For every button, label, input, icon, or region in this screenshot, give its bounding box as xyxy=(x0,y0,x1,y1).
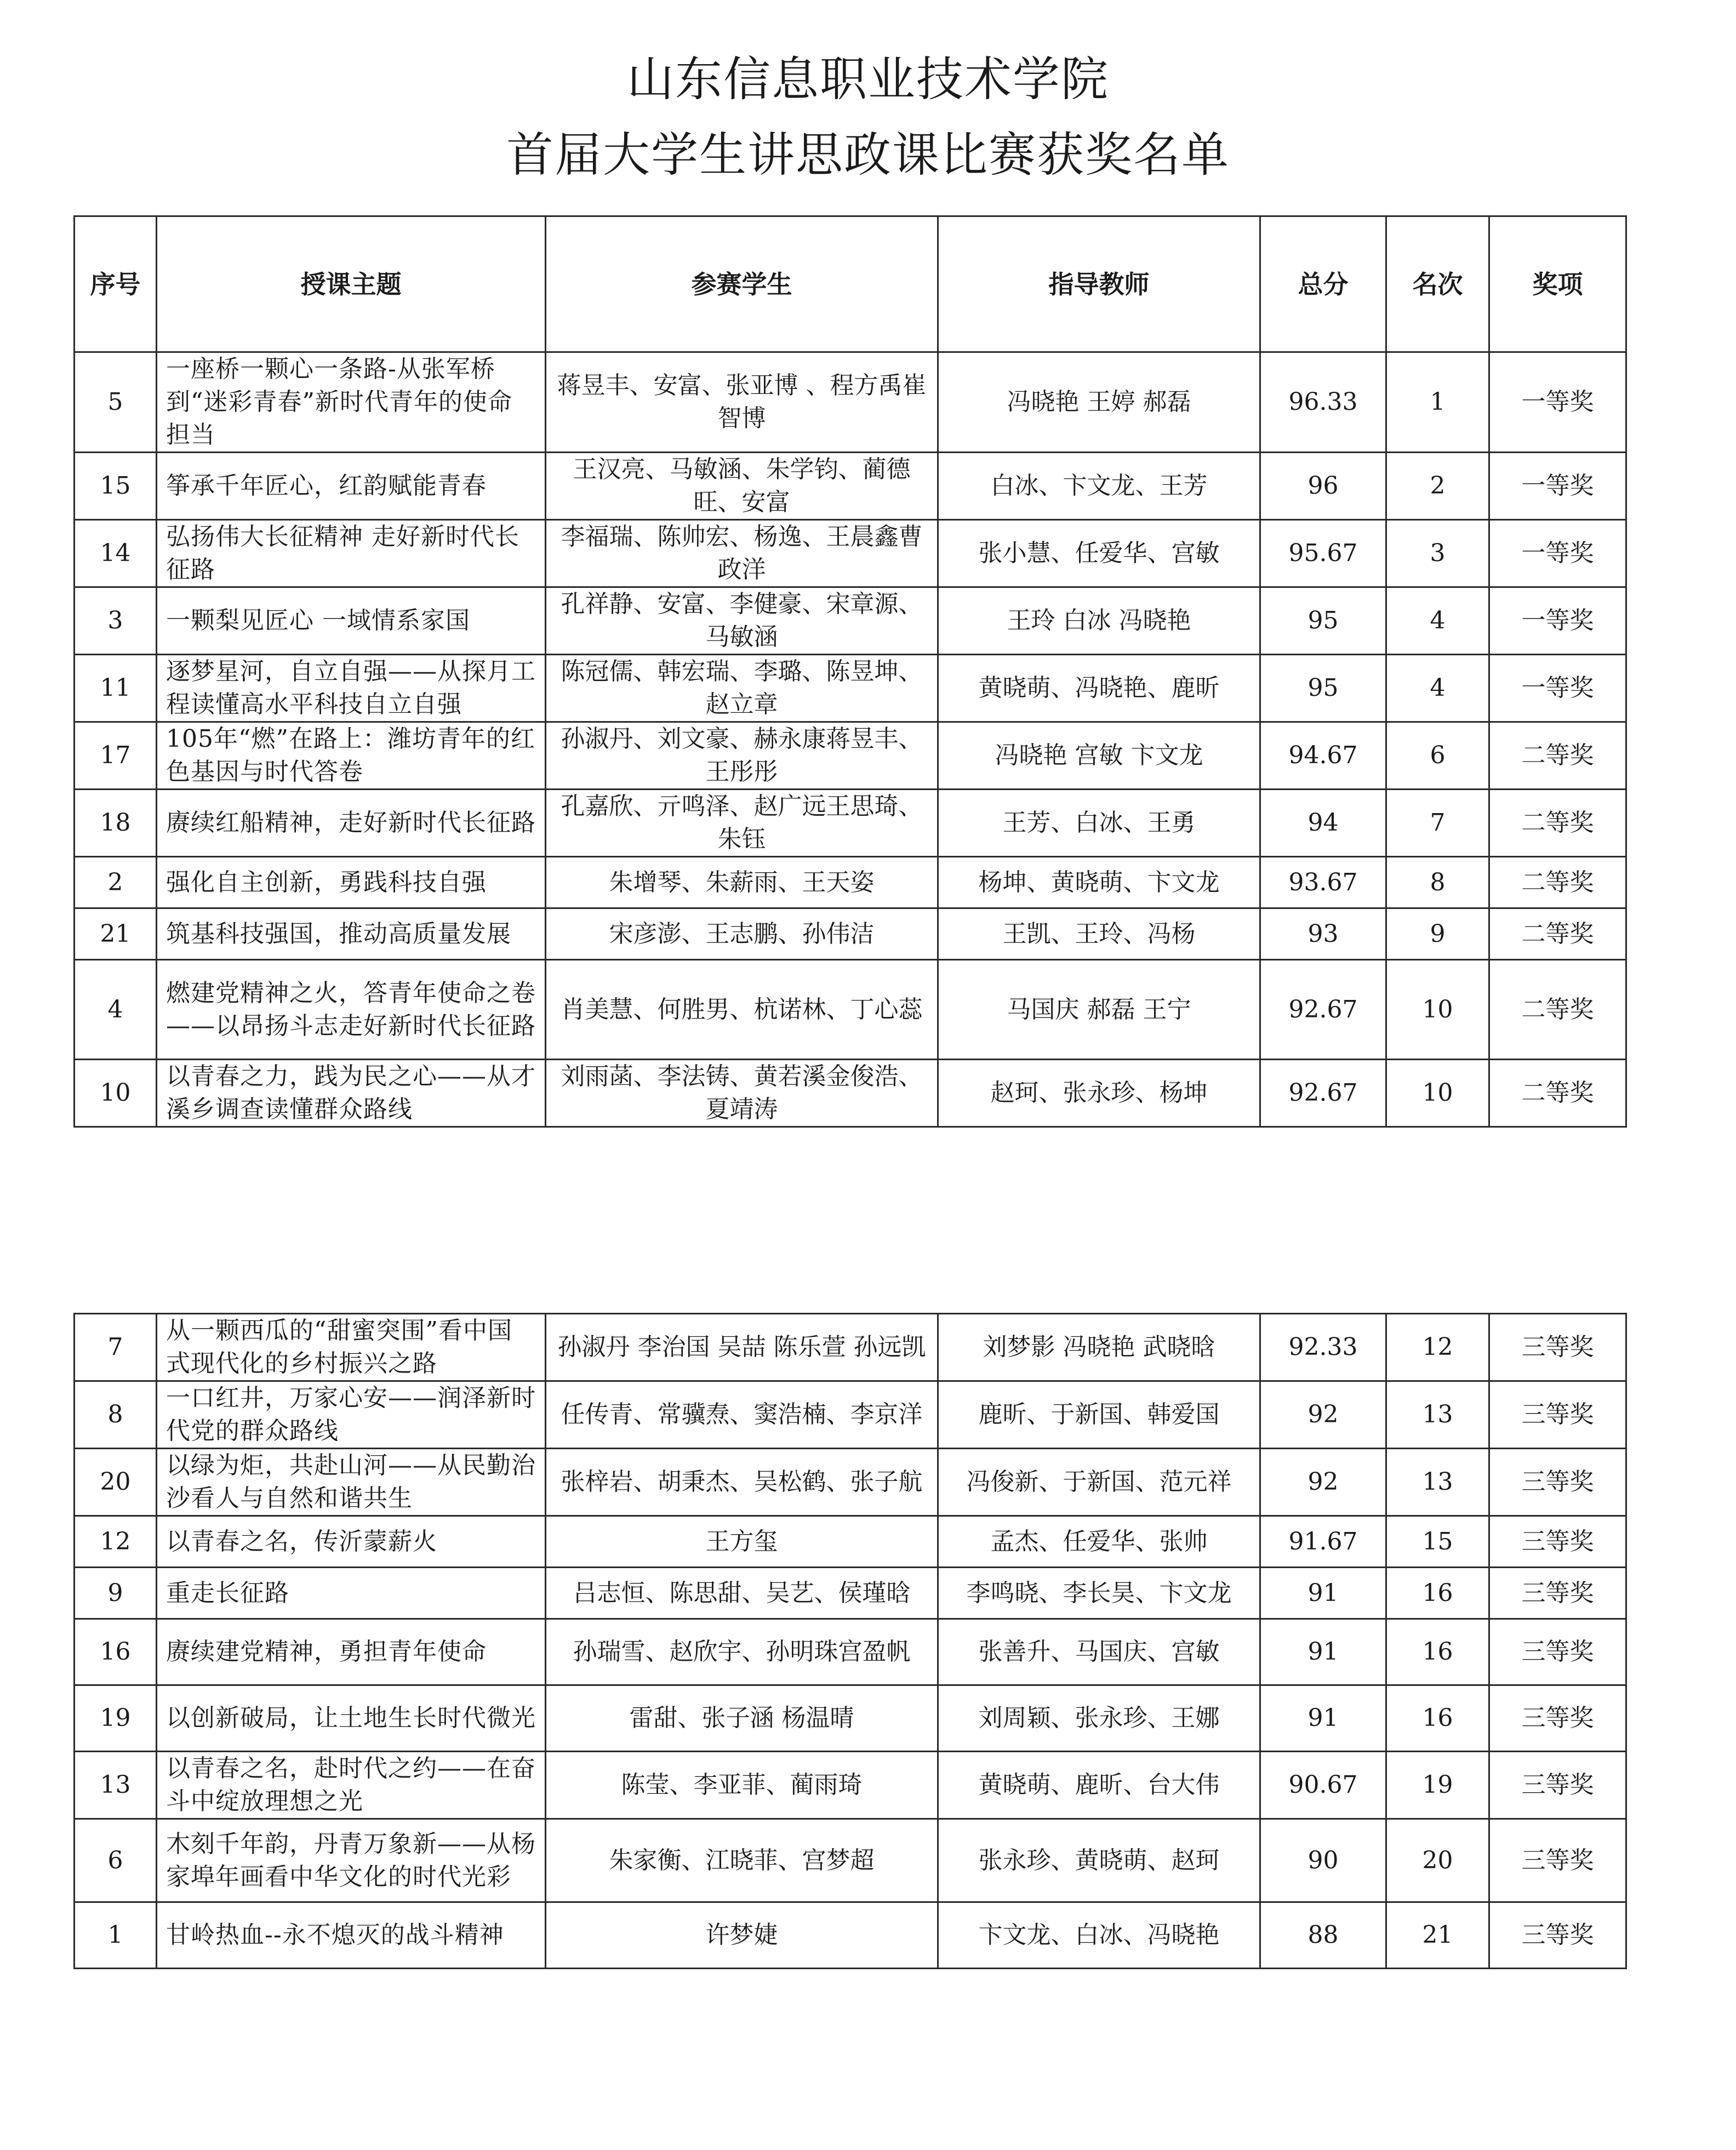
cell-rank: 15 xyxy=(1386,1516,1489,1568)
table-row xyxy=(75,960,1626,1060)
cell-students: 蒋昱丰、安富、张亚博 、程方禹崔智博 xyxy=(546,352,938,453)
cell-award: 二等奖 xyxy=(1489,960,1626,1060)
cell-students: 陈冠儒、韩宏瑞、李璐、陈昱坤、赵立章 xyxy=(546,655,938,722)
cell-topic: 一口红井，万家心安——润泽新时代党的群众路线 xyxy=(157,1381,546,1449)
cell-score: 91 xyxy=(1260,1568,1386,1619)
cell-score: 96 xyxy=(1260,453,1386,520)
cell-award: 三等奖 xyxy=(1489,1819,1626,1902)
cell-award: 一等奖 xyxy=(1489,587,1626,655)
cell-rank: 13 xyxy=(1386,1381,1489,1449)
cell-award: 三等奖 xyxy=(1489,1568,1626,1619)
cell-teachers: 张永珍、黄晓萌、赵珂 xyxy=(938,1819,1260,1902)
cell-teachers: 黄晓萌、冯晓艳、鹿昕 xyxy=(938,655,1260,722)
column-header-award: 奖项 xyxy=(1489,216,1626,352)
cell-award: 一等奖 xyxy=(1489,655,1626,722)
cell-award: 三等奖 xyxy=(1489,1381,1626,1449)
cell-teachers: 杨坤、黄晓萌、卞文龙 xyxy=(938,857,1260,908)
cell-award: 一等奖 xyxy=(1489,352,1626,453)
cell-topic: 105年“燃”在路上：潍坊青年的红色基因与时代答卷 xyxy=(157,722,546,790)
cell-score: 90.67 xyxy=(1260,1752,1386,1819)
cell-score: 94 xyxy=(1260,790,1386,857)
cell-rank: 9 xyxy=(1386,908,1489,960)
column-header-topic: 授课主题 xyxy=(157,216,546,352)
cell-teachers: 冯晓艳 宫敏 卞文龙 xyxy=(938,722,1260,790)
cell-score: 92.33 xyxy=(1260,1314,1386,1381)
cell-number: 12 xyxy=(75,1516,157,1568)
cell-rank: 16 xyxy=(1386,1619,1489,1685)
cell-number: 14 xyxy=(75,520,157,587)
cell-teachers: 刘周颖、张永珍、王娜 xyxy=(938,1685,1260,1752)
cell-teachers: 张小慧、任爱华、宫敏 xyxy=(938,520,1260,587)
cell-number: 13 xyxy=(75,1752,157,1819)
cell-rank: 3 xyxy=(1386,520,1489,587)
cell-rank: 10 xyxy=(1386,1060,1489,1127)
cell-teachers: 冯晓艳 王婷 郝磊 xyxy=(938,352,1260,453)
cell-rank: 19 xyxy=(1386,1752,1489,1819)
cell-students: 孙淑丹、刘文豪、赫永康蒋昱丰、王彤彤 xyxy=(546,722,938,790)
cell-number: 18 xyxy=(75,790,157,857)
cell-number: 16 xyxy=(75,1619,157,1685)
cell-topic: 弘扬伟大长征精神 走好新时代长征路 xyxy=(157,520,546,587)
cell-topic: 重走长征路 xyxy=(157,1568,546,1619)
cell-score: 95 xyxy=(1260,655,1386,722)
cell-topic: 以青春之名，传沂蒙薪火 xyxy=(157,1516,546,1568)
cell-teachers: 卞文龙、白冰、冯晓艳 xyxy=(938,1902,1260,1969)
cell-rank: 10 xyxy=(1386,960,1489,1060)
cell-students: 孔祥静、安富、李健豪、宋章源、马敏涵 xyxy=(546,587,938,655)
table-row xyxy=(75,1060,1626,1127)
cell-teachers: 赵珂、张永珍、杨坤 xyxy=(938,1060,1260,1127)
table-row xyxy=(75,587,1626,655)
cell-number: 1 xyxy=(75,1902,157,1969)
cell-rank: 12 xyxy=(1386,1314,1489,1381)
cell-award: 二等奖 xyxy=(1489,790,1626,857)
cell-teachers: 鹿昕、于新国、韩爱国 xyxy=(938,1381,1260,1449)
cell-score: 88 xyxy=(1260,1902,1386,1969)
table-row xyxy=(75,1381,1626,1449)
cell-students: 许梦婕 xyxy=(546,1902,938,1969)
cell-students: 宋彦澎、王志鹏、孙伟洁 xyxy=(546,908,938,960)
cell-number: 9 xyxy=(75,1568,157,1619)
table-row xyxy=(75,1819,1626,1902)
column-header-score: 总分 xyxy=(1260,216,1386,352)
cell-number: 6 xyxy=(75,1819,157,1902)
cell-award: 三等奖 xyxy=(1489,1516,1626,1568)
cell-topic: 一座桥一颗心一条路-从张军桥到“迷彩青春”新时代青年的使命担当 xyxy=(157,352,546,453)
cell-teachers: 冯俊新、于新国、范元祥 xyxy=(938,1449,1260,1516)
cell-students: 陈莹、李亚菲、蔺雨琦 xyxy=(546,1752,938,1819)
column-header-teachers: 指导教师 xyxy=(938,216,1260,352)
cell-rank: 7 xyxy=(1386,790,1489,857)
cell-award: 三等奖 xyxy=(1489,1902,1626,1969)
cell-teachers: 孟杰、任爱华、张帅 xyxy=(938,1516,1260,1568)
cell-award: 三等奖 xyxy=(1489,1449,1626,1516)
cell-number: 8 xyxy=(75,1381,157,1449)
cell-topic: 一颗梨见匠心 一域情系家国 xyxy=(157,587,546,655)
cell-number: 2 xyxy=(75,857,157,908)
table-row xyxy=(75,722,1626,790)
cell-number: 5 xyxy=(75,352,157,453)
cell-students: 雷甜、张子涵 杨温晴 xyxy=(546,1685,938,1752)
cell-score: 91 xyxy=(1260,1685,1386,1752)
cell-topic: 赓续红船精神，走好新时代长征路 xyxy=(157,790,546,857)
cell-students: 任传青、常骥焘、窦浩楠、李京洋 xyxy=(546,1381,938,1449)
cell-number: 7 xyxy=(75,1314,157,1381)
cell-score: 96.33 xyxy=(1260,352,1386,453)
table-row xyxy=(75,1314,1626,1381)
cell-students: 吕志恒、陈思甜、吴艺、侯瑾晗 xyxy=(546,1568,938,1619)
cell-students: 李福瑞、陈帅宏、杨逸、王晨鑫曹政洋 xyxy=(546,520,938,587)
table-row xyxy=(75,1449,1626,1516)
cell-students: 朱家衡、江晓菲、宫梦超 xyxy=(546,1819,938,1902)
cell-teachers: 李鸣晓、李长昊、卞文龙 xyxy=(938,1568,1260,1619)
cell-score: 91 xyxy=(1260,1619,1386,1685)
cell-topic: 木刻千年韵，丹青万象新——从杨家埠年画看中华文化的时代光彩 xyxy=(157,1819,546,1902)
cell-students: 孔嘉欣、亓鸣泽、赵广远王思琦、朱钰 xyxy=(546,790,938,857)
cell-award: 三等奖 xyxy=(1489,1314,1626,1381)
table-row xyxy=(75,857,1626,908)
cell-number: 17 xyxy=(75,722,157,790)
cell-award: 二等奖 xyxy=(1489,908,1626,960)
cell-topic: 以青春之名，赴时代之约——在奋斗中绽放理想之光 xyxy=(157,1752,546,1819)
cell-score: 95 xyxy=(1260,587,1386,655)
table-row xyxy=(75,908,1626,960)
cell-score: 92.67 xyxy=(1260,960,1386,1060)
cell-teachers: 王凯、王玲、冯杨 xyxy=(938,908,1260,960)
cell-rank: 16 xyxy=(1386,1568,1489,1619)
cell-score: 90 xyxy=(1260,1819,1386,1902)
table-row xyxy=(75,453,1626,520)
cell-score: 94.67 xyxy=(1260,722,1386,790)
cell-award: 一等奖 xyxy=(1489,453,1626,520)
cell-number: 11 xyxy=(75,655,157,722)
table-row xyxy=(75,655,1626,722)
cell-number: 4 xyxy=(75,960,157,1060)
cell-teachers: 张善升、马国庆、宫敏 xyxy=(938,1619,1260,1685)
cell-students: 肖美慧、何胜男、杭诺林、丁心蕊 xyxy=(546,960,938,1060)
cell-students: 王汉亮、马敏涵、朱学钧、蔺德旺、安富 xyxy=(546,453,938,520)
cell-award: 二等奖 xyxy=(1489,857,1626,908)
cell-number: 10 xyxy=(75,1060,157,1127)
cell-number: 15 xyxy=(75,453,157,520)
table-row xyxy=(75,1619,1626,1685)
cell-topic: 从一颗西瓜的“甜蜜突围”看中国式现代化的乡村振兴之路 xyxy=(157,1314,546,1381)
table-row xyxy=(75,1516,1626,1568)
cell-score: 93 xyxy=(1260,908,1386,960)
cell-score: 92 xyxy=(1260,1449,1386,1516)
cell-rank: 6 xyxy=(1386,722,1489,790)
cell-rank: 2 xyxy=(1386,453,1489,520)
cell-rank: 16 xyxy=(1386,1685,1489,1752)
cell-score: 95.67 xyxy=(1260,520,1386,587)
cell-students: 张梓岩、胡秉杰、吴松鹤、张子航 xyxy=(546,1449,938,1516)
cell-award: 三等奖 xyxy=(1489,1619,1626,1685)
cell-topic: 以青春之力，践为民之心——从才溪乡调查读懂群众路线 xyxy=(157,1060,546,1127)
cell-number: 20 xyxy=(75,1449,157,1516)
cell-topic: 赓续建党精神，勇担青年使命 xyxy=(157,1619,546,1685)
table-row xyxy=(75,520,1626,587)
cell-rank: 8 xyxy=(1386,857,1489,908)
cell-score: 93.67 xyxy=(1260,857,1386,908)
cell-topic: 筑基科技强国，推动高质量发展 xyxy=(157,908,546,960)
cell-teachers: 黄晓萌、鹿昕、台大伟 xyxy=(938,1752,1260,1819)
cell-topic: 以创新破局，让土地生长时代微光 xyxy=(157,1685,546,1752)
table-header-row xyxy=(75,216,1626,352)
cell-topic: 筝承千年匠心，红韵赋能青春 xyxy=(157,453,546,520)
cell-number: 19 xyxy=(75,1685,157,1752)
cell-topic: 逐梦星河，自立自强——从探月工程读懂高水平科技自立自强 xyxy=(157,655,546,722)
cell-students: 孙淑丹 李治国 吴喆 陈乐萱 孙远凯 xyxy=(546,1314,938,1381)
column-header-rank: 名次 xyxy=(1386,216,1489,352)
table-row xyxy=(75,790,1626,857)
cell-rank: 1 xyxy=(1386,352,1489,453)
cell-score: 91.67 xyxy=(1260,1516,1386,1568)
cell-teachers: 王芳、白冰、王勇 xyxy=(938,790,1260,857)
cell-students: 朱增琴、朱薪雨、王天姿 xyxy=(546,857,938,908)
table-row xyxy=(75,1685,1626,1752)
cell-teachers: 王玲 白冰 冯晓艳 xyxy=(938,587,1260,655)
cell-topic: 以绿为炬，共赴山河——从民勤治沙看人与自然和谐共生 xyxy=(157,1449,546,1516)
cell-rank: 21 xyxy=(1386,1902,1489,1969)
cell-teachers: 马国庆 郝磊 王宁 xyxy=(938,960,1260,1060)
cell-score: 92 xyxy=(1260,1381,1386,1449)
cell-rank: 13 xyxy=(1386,1449,1489,1516)
column-header-number: 序号 xyxy=(75,216,157,352)
cell-score: 92.67 xyxy=(1260,1060,1386,1127)
cell-students: 王方玺 xyxy=(546,1516,938,1568)
cell-number: 21 xyxy=(75,908,157,960)
cell-topic: 强化自主创新，勇践科技自强 xyxy=(157,857,546,908)
cell-topic: 燃建党精神之火，答青年使命之卷——以昂扬斗志走好新时代长征路 xyxy=(157,960,546,1060)
cell-teachers: 刘梦影 冯晓艳 武晓晗 xyxy=(938,1314,1260,1381)
cell-students: 刘雨菡、李法铸、黄若溪金俊浩、夏靖涛 xyxy=(546,1060,938,1127)
document-title: 山东信息职业技术学院 xyxy=(627,52,1109,107)
cell-award: 一等奖 xyxy=(1489,520,1626,587)
column-header-students: 参赛学生 xyxy=(546,216,938,352)
table-row xyxy=(75,1902,1626,1969)
awards-table-part2 xyxy=(73,1313,1627,1969)
table-row xyxy=(75,1568,1626,1619)
cell-award: 二等奖 xyxy=(1489,722,1626,790)
cell-number: 3 xyxy=(75,587,157,655)
cell-rank: 20 xyxy=(1386,1819,1489,1902)
cell-teachers: 白冰、卞文龙、王芳 xyxy=(938,453,1260,520)
table-row xyxy=(75,352,1626,453)
awards-table-part1 xyxy=(73,215,1627,1128)
cell-award: 三等奖 xyxy=(1489,1685,1626,1752)
cell-topic: 甘岭热血--永不熄灭的战斗精神 xyxy=(157,1902,546,1969)
cell-rank: 4 xyxy=(1386,587,1489,655)
table-row xyxy=(75,1752,1626,1819)
cell-students: 孙瑞雪、赵欣宇、孙明珠宫盈帆 xyxy=(546,1619,938,1685)
document-subtitle: 首届大学生讲思政课比赛获奖名单 xyxy=(506,128,1230,182)
cell-award: 二等奖 xyxy=(1489,1060,1626,1127)
cell-award: 三等奖 xyxy=(1489,1752,1626,1819)
cell-rank: 4 xyxy=(1386,655,1489,722)
